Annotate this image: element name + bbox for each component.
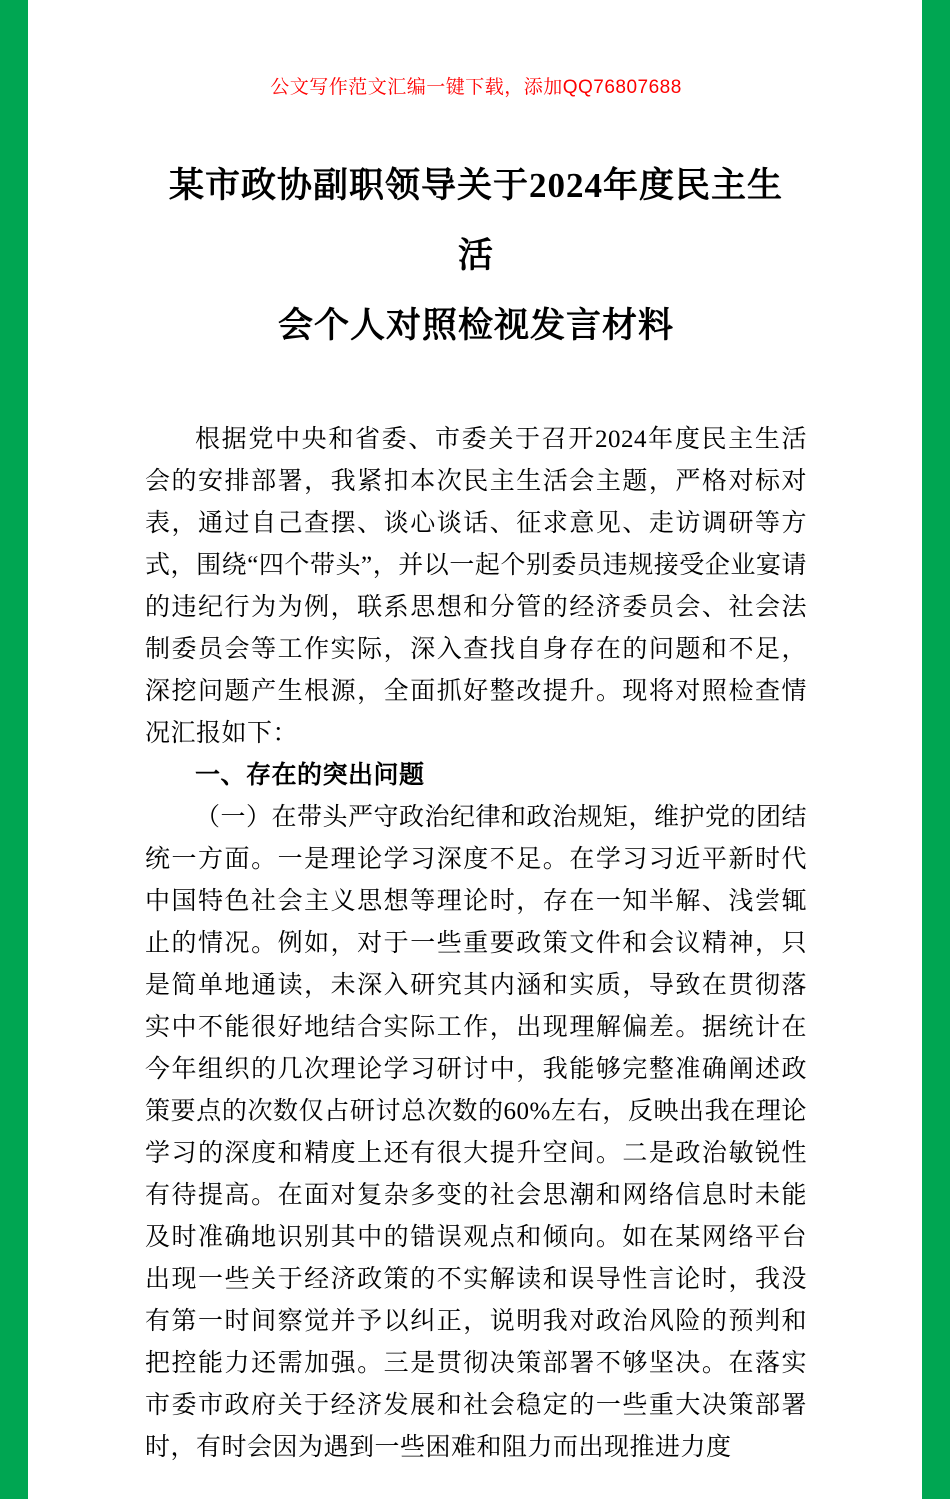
document-title: [165, 151, 787, 361]
document-title-line1: 某市政协副职领导关于2024年度民主生活: [168, 166, 783, 275]
document-title-line2: 会个人对照检视发言材料: [277, 306, 674, 345]
paragraph-intro: 根据党中央和省委、市委关于召开2024年度民主生活会的安排部署，我紧扣本次民主生活会主题，严格对标对表，通过自己查摆、谈心谈话、征求意见、走访调研等方式，围绕“四个带头”，并以一起个别委员违规接受企业宴请的违纪行为为例，联系思想和分管的经济委员会、社会法制委员会等工作实际，深入查找自身存在的问题和不足，深挖问题产生根源，全面抓好整改提升。现将对照检查情况汇报如下：: [145, 426, 807, 747]
section-heading-problems: 一、存在的突出问题: [195, 762, 425, 789]
paragraph-section-one: （一）在带头严守政治纪律和政治规矩，维护党的团结统一方面。一是理论学习深度不足。在学习习近平新时代中国特色社会主义思想等理论时，存在一知半解、浅尝辄止的情况。例如，对于一些重要政策文件和会议精神，只是简单地通读，未深入研究其内涵和实质，导致在贯彻落实中不能很好地结合实际工作，出现理解偏差。据统计在今年组织的几次理论学习研讨中，我能够完整准确阐述政策要点的次数仅占研讨总次数的60%左右，反映出我在理论学习的深度和精度上还有很大提升空间。二是政治敏锐性有待提高。在面对复杂多变的社会思潮和网络信息时未能及时准确地识别其中的错误观点和倾向。如在某网络平台出现一些关于经济政策的不实解读和误导性言论时，我没有第一时间察觉并予以纠正，说明我对政治风险的预判和把控能力还需加强。三是贯彻决策部署不够坚决。在落实市委市政府关于经济发展和社会稳定的一些重大决策部署时，有时会因为遇到一些困难和阻力而出现推进力度: [145, 804, 808, 1461]
document-page: [28, 0, 922, 1499]
document-body: [145, 419, 807, 1469]
promo-banner-text: 公文写作范文汇编一键下载，添加QQ76807688: [270, 77, 682, 98]
